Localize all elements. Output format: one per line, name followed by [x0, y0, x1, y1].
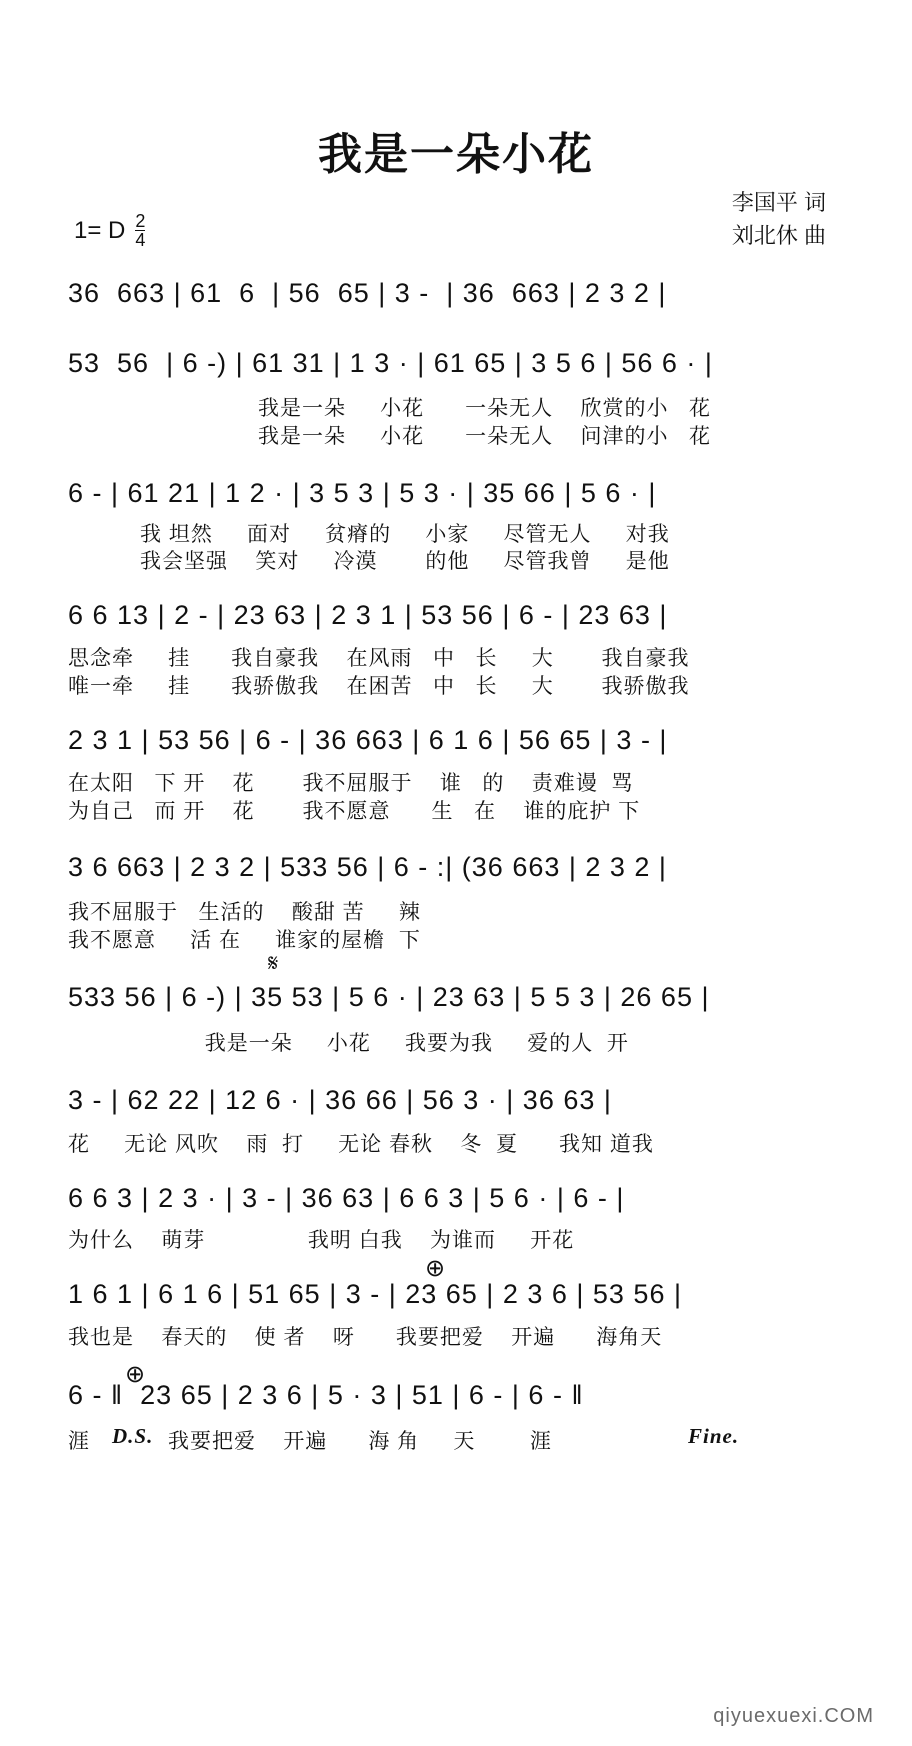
composer-credit: 刘北休 曲	[731, 223, 826, 248]
key-signature	[74, 212, 145, 249]
lyric-line-1: 在太阳 下 开 花 我不屈服于 谁 的 责难谩 骂	[68, 772, 634, 795]
lyric-line-1: 我要把爱 开遍 海 角 天 涯	[168, 1430, 553, 1453]
notes-line: 533 56 | 6 -) | 35 53 | 5 6 · | 23 63 | 5 5 3 | 26 65 |	[68, 982, 710, 1012]
fine-marker: Fine.	[688, 1424, 740, 1448]
notes-line: 3 - | 62 22 | 12 6 · | 36 66 | 56 3 · | 36 63 |	[68, 1085, 612, 1115]
page-title: 我是一朵小花	[318, 130, 594, 179]
lyric-line-1: 花 无论 风吹 雨 打 无论 春秋 冬 夏 我知 道我	[68, 1133, 654, 1156]
notes-line: 2 3 1 | 53 56 | 6 - | 36 663 | 6 1 6 | 56 65 | 3 - |	[68, 725, 668, 755]
ds-marker: D.S.	[112, 1424, 154, 1448]
lyric-line-2: 为自己 而 开 花 我不愿意 生 在 谁的庇护 下	[68, 800, 641, 823]
notes-line: 6 6 3 | 2 3 · | 3 - | 36 63 | 6 6 3 | 5 6 · | 6 - |	[68, 1183, 625, 1213]
lyric-line-1: 我是一朵 小花 我要为我 爱的人 开	[68, 1032, 629, 1055]
time-signature	[135, 212, 145, 249]
notes-line: 6 - ‖ 23 65 | 2 3 6 | 5 · 3 | 51 | 6 - | 6 - ‖	[68, 1380, 584, 1410]
notes-line: 6 - | 61 21 | 1 2 · | 3 5 3 | 5 3 · | 35 66 | 5 6 · |	[68, 478, 657, 508]
lyric-start: 涯	[68, 1430, 90, 1453]
lyric-line-1: 我也是 春天的 使 者 呀 我要把爱 开遍 海角天	[68, 1326, 663, 1349]
lyric-line-2: 我会坚强 笑对 冷漠 的他 尽管我曾 是他	[140, 550, 670, 573]
lyric-line-1: 为什么 萌芽 我明 白我 为谁而 开花	[68, 1229, 575, 1252]
coda-icon: ⊕	[425, 1255, 446, 1282]
time-top: 2	[135, 211, 146, 231]
coda-icon: ⊕	[125, 1361, 146, 1388]
lyric-line-2: 我不愿意 活 在 谁家的屋檐 下	[68, 929, 421, 952]
key-text: 1= D	[74, 216, 126, 244]
lyric-line-2: 我是一朵 小花 一朵无人 问津的小 花	[258, 425, 712, 448]
segno-icon: 𝄋	[268, 950, 279, 977]
lyric-line-1: 我 坦然 面对 贫瘠的 小家 尽管无人 对我	[140, 523, 670, 546]
time-bottom: 4	[135, 230, 146, 250]
watermark: qiyuexuexi.COM	[713, 1705, 874, 1727]
lyric-line-1: 我是一朵 小花 一朵无人 欣赏的小 花	[258, 397, 712, 420]
lyric-line-1: 思念牵 挂 我自豪我 在风雨 中 长 大 我自豪我	[68, 647, 690, 670]
notes-line: 53 56 | 6 -) | 61 31 | 1 3 · | 61 65 | 3 5 6 | 56 6 · |	[68, 348, 713, 378]
notes-line: 1 6 1 | 6 1 6 | 51 65 | 3 - | 23 65 | 2 3 6 | 53 56 |	[68, 1279, 682, 1309]
notes-line: 36 663 | 61 6 | 56 65 | 3 - | 36 663 | 2 3 2 |	[68, 278, 667, 308]
lyric-line-1: 我不屈服于 生活的 酸甜 苦 辣	[68, 901, 421, 924]
lyricist-credit: 李国平 词	[731, 190, 826, 215]
notes-line: 3 6 663 | 2 3 2 | 533 56 | 6 - :| (36 663 | 2 3 2 |	[68, 852, 667, 882]
notes-line: 6 6 13 | 2 - | 23 63 | 2 3 1 | 53 56 | 6 - | 23 63 |	[68, 600, 668, 630]
lyric-line-2: 唯一牵 挂 我骄傲我 在困苦 中 长 大 我骄傲我	[68, 675, 690, 698]
